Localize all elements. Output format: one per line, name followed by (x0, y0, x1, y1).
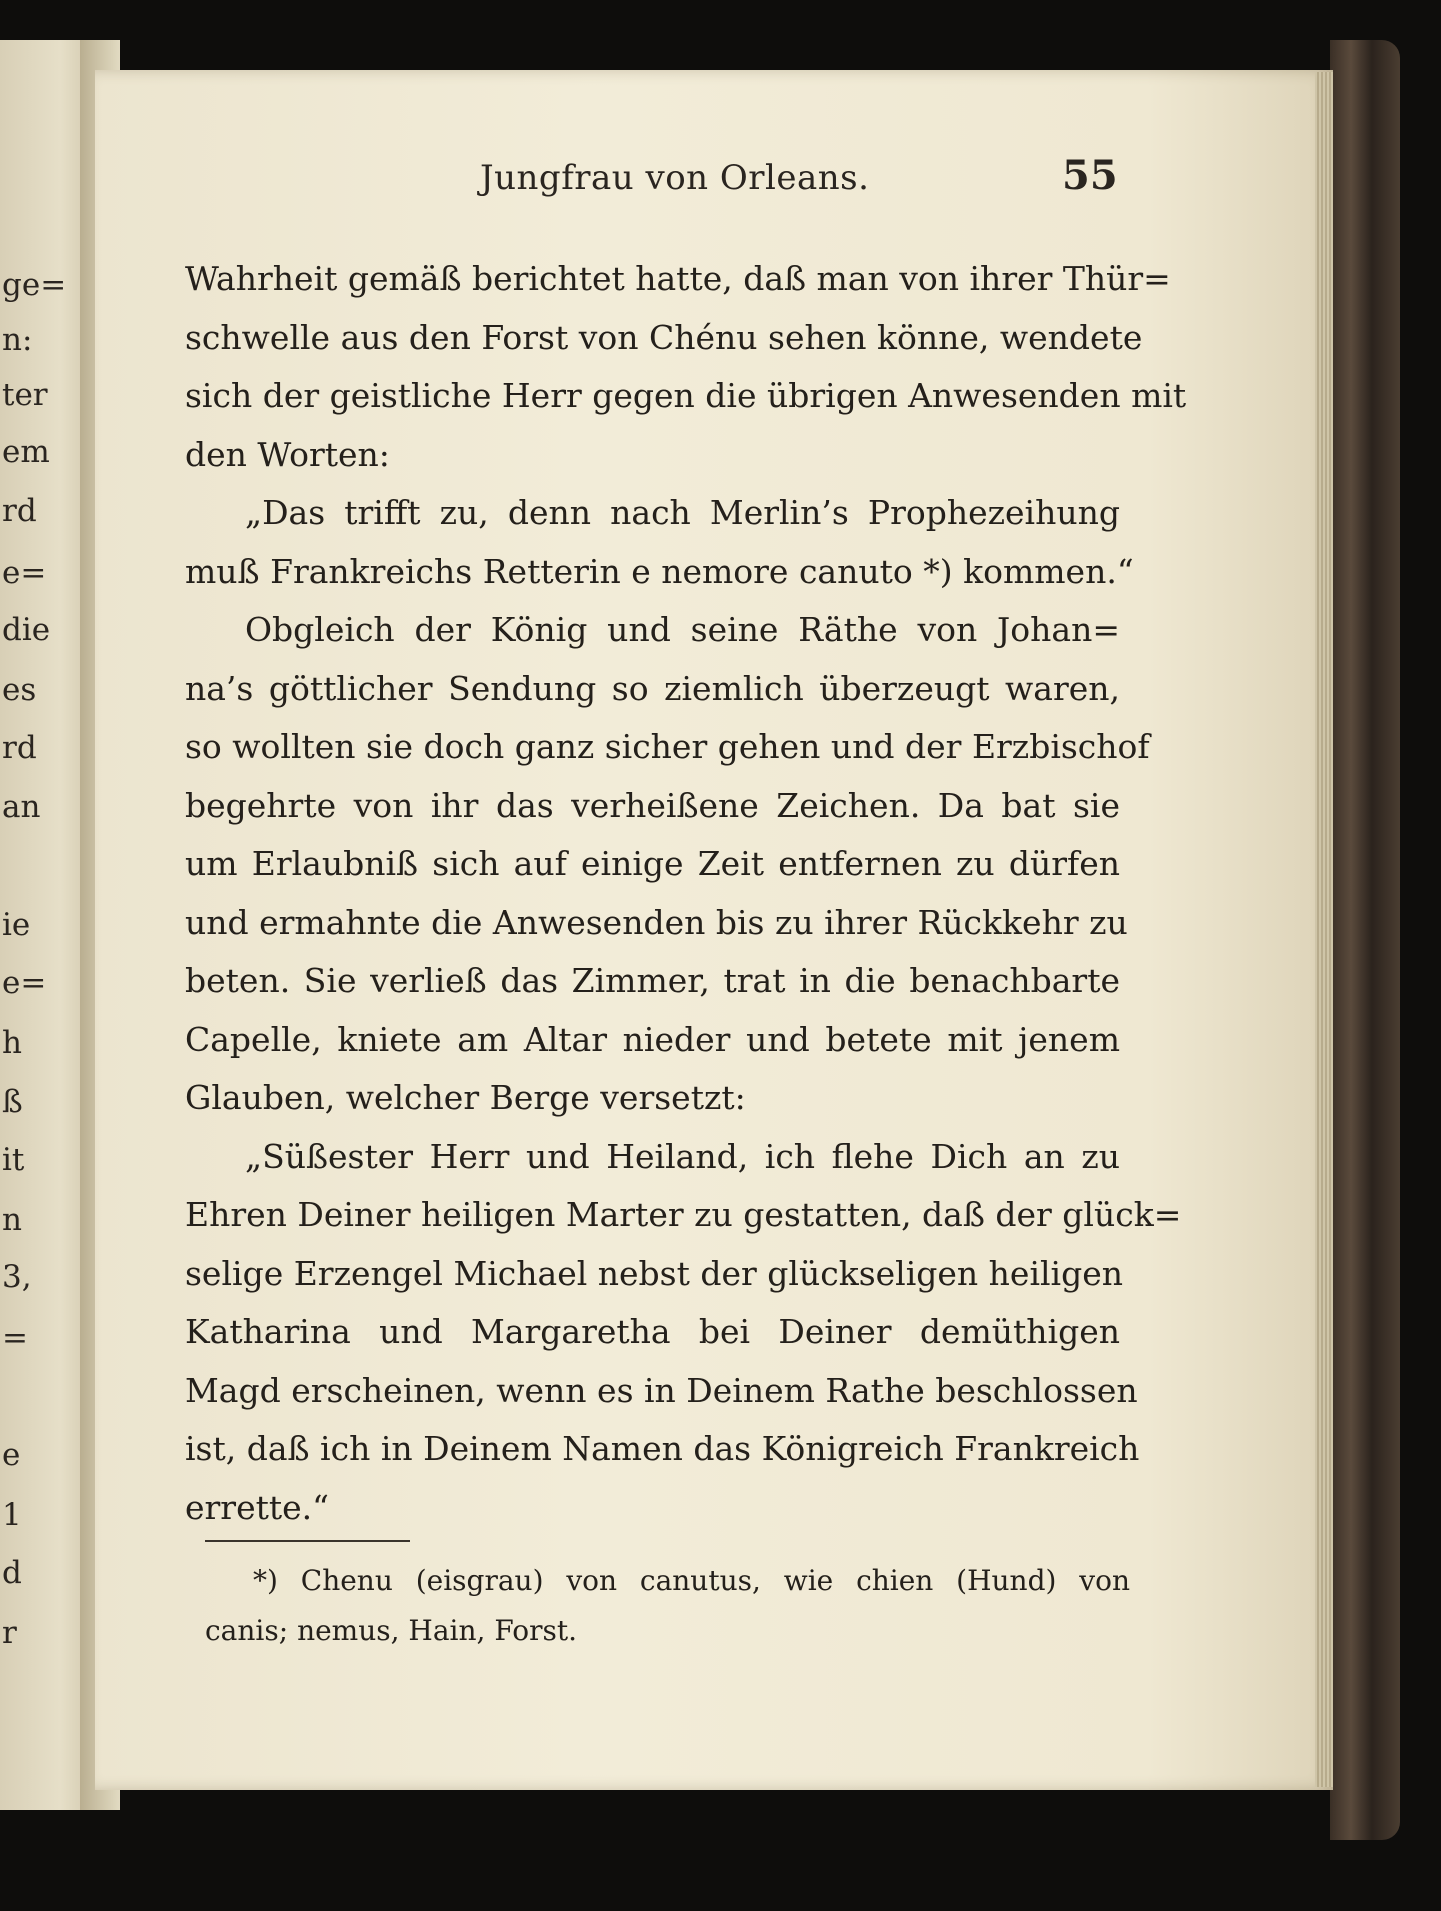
left-page-fragment: n: (2, 322, 33, 358)
left-page-fragment: e (2, 1437, 21, 1473)
footnote-line: *) Chenu (eisgrau) von canutus, wie chien (Hund) von (253, 1564, 1130, 1597)
left-page-fragment: 1 (2, 1497, 22, 1533)
left-page-fragment: = (2, 1320, 28, 1356)
left-page-fragment: es (2, 672, 37, 708)
left-page-fragment: h (2, 1025, 22, 1061)
left-page-fragment: ge= (2, 267, 67, 303)
text-line: begehrte von ihr das verheißene Zeichen. Da bat sie (185, 785, 1120, 825)
left-page-fragment: e= (2, 555, 47, 591)
text-line: sich der geistliche Herr gegen die übrigen Anwesenden mit (185, 376, 1187, 415)
page-stack-edge (1315, 72, 1333, 1787)
text-line: und ermahnte die Anwesenden bis zu ihrer Rückkehr zu (185, 902, 1128, 942)
text-line: beten. Sie verließ das Zimmer, trat in die benachbarte (185, 961, 1120, 1000)
left-page-fragment: an (2, 789, 41, 825)
left-page-fragment: it (2, 1142, 25, 1178)
book-cover-edge (1330, 40, 1400, 1840)
text-line: schwelle aus den Forst von Chénu sehen könne, wendete (185, 317, 1143, 357)
text-line: „Süßester Herr und Heiland, ich flehe Dich an zu (245, 1136, 1120, 1176)
text-line: Wahrheit gemäß berichtet hatte, daß man von ihrer Thür= (185, 259, 1171, 298)
left-page-fragment: die (2, 612, 51, 648)
footnote-line: canis; nemus, Hain, Forst. (205, 1614, 577, 1647)
footnote-rule (205, 1540, 410, 1542)
left-page-fragment: n (2, 1202, 22, 1238)
text-line: ist, daß ich in Deinem Namen das Königreich Frankreich (185, 1429, 1140, 1468)
left-page-fragment: e= (2, 965, 47, 1001)
text-line: Obgleich der König und seine Räthe von Johan= (245, 610, 1120, 649)
left-page-fragment: ß (2, 1084, 23, 1120)
text-line: selige Erzengel Michael nebst der glückseligen heiligen (185, 1253, 1124, 1293)
left-page-fragment: 3, (2, 1259, 32, 1295)
page-number: 55 (1062, 152, 1118, 199)
left-page-fragment: rd (2, 730, 37, 766)
text-line: so wollten sie doch ganz sicher gehen und der Erzbischof (185, 727, 1150, 766)
footnote (205, 1556, 1130, 1656)
text-line: den Worten: (185, 434, 390, 474)
text-line: um Erlaubniß sich auf einige Zeit entfernen zu dürfen (185, 844, 1120, 883)
text-line: Katharina und Margaretha bei Deiner demüthigen (185, 1312, 1120, 1351)
text-line: Magd erscheinen, wenn es in Deinem Rathe beschlossen (185, 1370, 1138, 1410)
text-line: muß Frankreichs Retterin e nemore canuto *) kommen.“ (185, 551, 1134, 591)
left-page-fragment: d (2, 1555, 22, 1591)
text-line: errette.“ (185, 1487, 330, 1527)
text-line: Ehren Deiner heiligen Marter zu gestatten, daß der glück= (185, 1195, 1182, 1234)
text-line: Capelle, kniete am Altar nieder und betete mit jenem (185, 1019, 1120, 1059)
text-line: „Das trifft zu, denn nach Merlin’s Prophezeihung (245, 493, 1120, 532)
text-line: na’s göttlicher Sendung so ziemlich überzeugt waren, (185, 668, 1120, 708)
running-title: Jungfrau von Orleans. (480, 158, 870, 198)
left-page-fragment: ter (2, 377, 48, 413)
text-line: Glauben, welcher Berge versetzt: (185, 1078, 746, 1117)
left-page-fragment: r (2, 1615, 17, 1651)
left-page-fragment: ie (2, 907, 31, 943)
left-page-fragment: rd (2, 493, 37, 529)
main-text (185, 250, 1187, 1537)
left-page-fragment: em (2, 434, 50, 470)
